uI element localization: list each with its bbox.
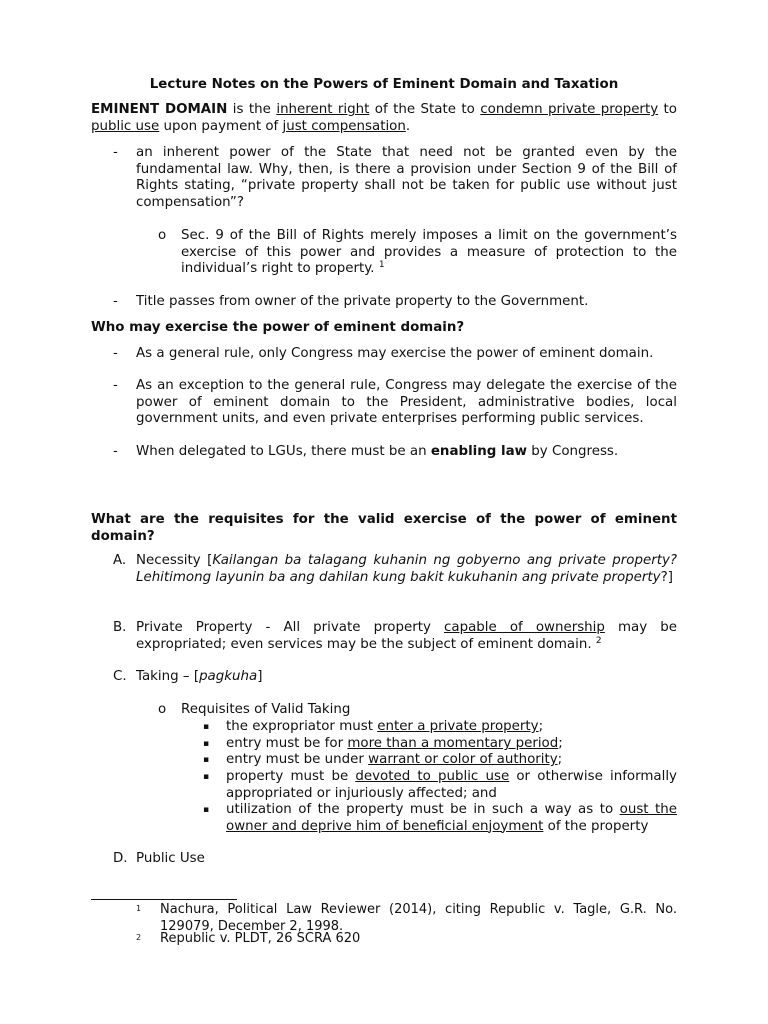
taking-item-text: ;	[557, 752, 563, 767]
requisite-private-property	[136, 620, 677, 653]
intro-text: to	[658, 102, 677, 117]
square-bullet: ▪	[203, 755, 210, 765]
taking-item-text: property must be	[226, 769, 356, 784]
circle-bullet: o	[158, 702, 167, 717]
bullet-lgus-bold: enabling law	[430, 444, 528, 459]
taking-item-underline: warrant or color of authority	[368, 752, 558, 767]
taking-item	[226, 769, 677, 802]
taking-item-text: or otherwise informally appropriated or injuriously affected; and	[226, 769, 677, 801]
taking-item	[226, 752, 677, 769]
list-letter: A.	[113, 553, 127, 568]
page-title: Lecture Notes on the Powers of Eminent Domain and Taxation	[149, 77, 619, 92]
list-letter: D.	[113, 851, 128, 866]
intro-paragraph	[91, 102, 677, 135]
intro-term: EMINENT DOMAIN	[91, 102, 228, 117]
intro-text: is the	[227, 102, 277, 117]
requisite-text: ]	[257, 669, 263, 684]
requisite-italic: Kailangan ba talagang kuhanin ng gobyerno ang private property? Lehitimong layunin ba ang dahilan kung bakit kukuhanin ang private property	[136, 553, 678, 585]
square-bullet: ▪	[203, 772, 210, 782]
intro-text: .	[405, 118, 411, 134]
list-letter: C.	[113, 669, 127, 684]
footnote-text: Nachura, Political Law Reviewer (2014), citing Republic v. Tagle, G.R. No. 129079, December 2, 1998.	[160, 902, 677, 934]
circle-bullet: o	[158, 228, 167, 243]
taking-item-text: entry must be under	[226, 752, 369, 767]
requisite-public-use: Public Use	[136, 851, 205, 866]
requisite-text: ?]	[660, 569, 673, 585]
footnote-ref: 2	[595, 635, 602, 646]
intro-text: of the State to	[369, 102, 481, 117]
bullet-inherent-power: an inherent power of the State that need not be granted even by the fundamental law. Why, then, is there a provision under Section 9 of the Bill of Rights stating, “private property shall not be taken for public use without just compensation”?	[136, 145, 677, 210]
bullet-lgus-text: by Congress.	[527, 444, 619, 459]
bullet-title-passes: Title passes from owner of the private property to the Government.	[136, 294, 589, 309]
intro-underline-condemn: condemn private property	[480, 102, 659, 117]
footnote-text: Republic v. PLDT, 26 SCRA 620	[160, 931, 361, 946]
requisite-text: may be expropriated; even services may be the subject of eminent domain.	[136, 620, 677, 652]
requisite-text: Taking – [	[136, 669, 200, 684]
intro-underline-just-compensation: just compensation	[282, 118, 406, 134]
square-bullet: ▪	[203, 739, 210, 749]
taking-item-text: utilization of the property must be in such a way as to	[226, 802, 620, 817]
heading-requisites: What are the requisites for the valid exercise of the power of eminent domain?	[91, 512, 677, 544]
bullet-lgus-text: When delegated to LGUs, there must be an	[136, 444, 431, 459]
footnote-2	[160, 931, 360, 948]
taking-item-text: ;	[538, 719, 544, 734]
square-bullet: ▪	[203, 722, 210, 732]
taking-item-underline: devoted to public use	[355, 769, 510, 784]
intro-underline-inherent-right: inherent right	[276, 102, 370, 117]
dash-bullet: -	[113, 346, 118, 361]
requisite-underline: capable of ownership	[444, 620, 605, 635]
taking-item-underline: more than a momentary period	[347, 736, 559, 751]
sub-bullet-sec9	[181, 228, 677, 278]
footnote-number: 2	[136, 933, 142, 942]
heading-who-may-exercise: Who may exercise the power of eminent domain?	[91, 320, 465, 335]
taking-item-text: entry must be for	[226, 736, 348, 751]
taking-item-underline: enter a private property	[377, 719, 539, 734]
requisite-text: Private Property - All private property	[136, 620, 444, 635]
dash-bullet: -	[113, 294, 118, 309]
taking-item-text: the expropriator must	[226, 719, 378, 734]
requisite-necessity	[136, 553, 677, 586]
dash-bullet: -	[113, 444, 118, 459]
dash-bullet: -	[113, 145, 118, 160]
dash-bullet: -	[113, 378, 118, 393]
footnote-number: 1	[136, 904, 142, 913]
requisite-text: Necessity [	[136, 553, 213, 568]
intro-text: upon payment of	[159, 118, 283, 134]
taking-item	[226, 802, 677, 835]
bullet-exception: As an exception to the general rule, Congress may delegate the exercise of the power of eminent domain to the President, administrative bodies, local government units, and even private enterprises performing public services.	[136, 378, 677, 426]
bullet-general-rule: As a general rule, only Congress may exercise the power of eminent domain.	[136, 346, 654, 361]
taking-item-text: ;	[558, 736, 563, 751]
valid-taking-heading: Requisites of Valid Taking	[181, 702, 351, 717]
list-letter: B.	[113, 620, 127, 635]
bullet-lgus	[136, 444, 677, 461]
taking-item	[226, 736, 677, 753]
requisite-italic: pagkuha	[199, 669, 258, 684]
taking-item-underline: oust the owner and deprive him of beneficial enjoyment	[226, 802, 677, 834]
footnote-ref: 1	[378, 260, 385, 270]
taking-item	[226, 719, 677, 736]
sub-bullet-text: Sec. 9 of the Bill of Rights merely imposes a limit on the government’s exercise of this power and provides a measure of protection to the individual’s right to property.	[181, 228, 677, 276]
taking-item-text: of the property	[543, 818, 649, 834]
footnote-separator	[91, 899, 237, 900]
requisite-taking	[136, 669, 677, 686]
intro-underline-public-use: public use	[91, 118, 160, 134]
square-bullet: ▪	[203, 805, 210, 815]
